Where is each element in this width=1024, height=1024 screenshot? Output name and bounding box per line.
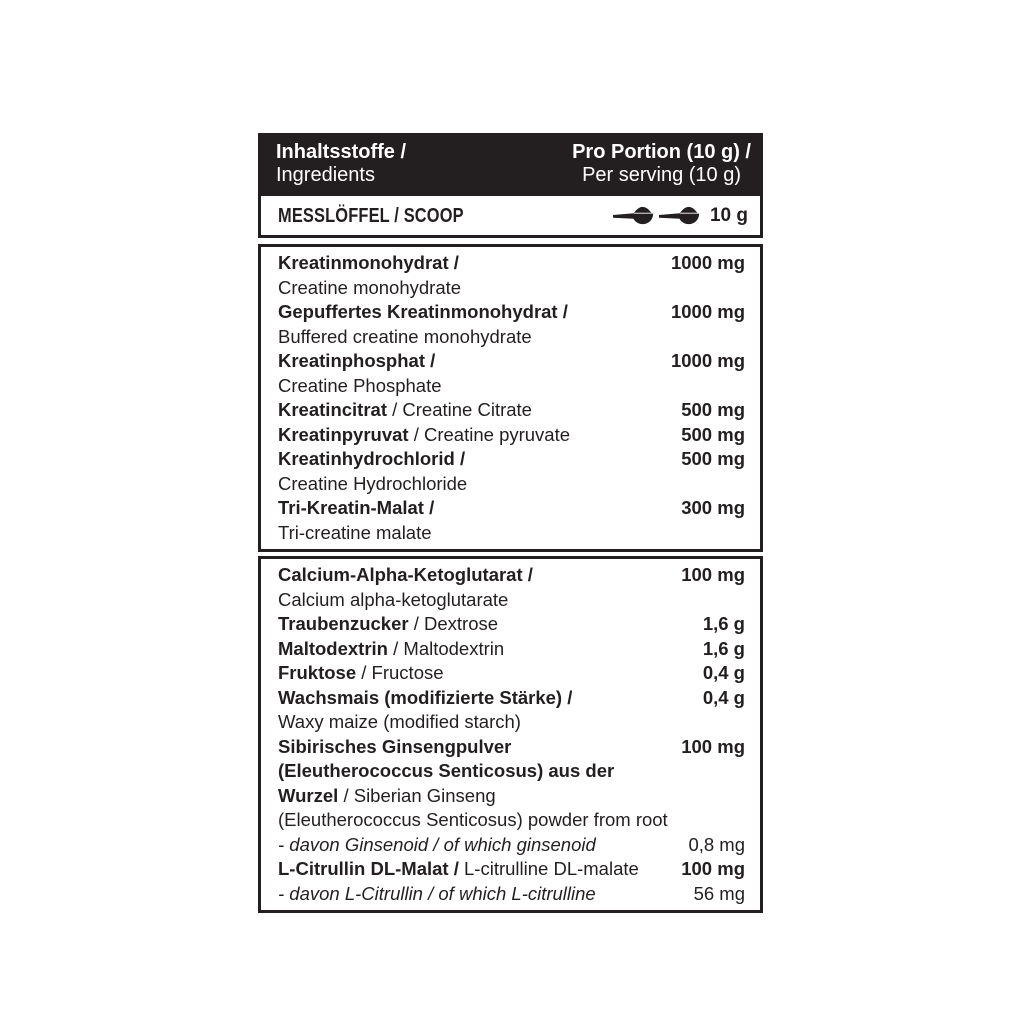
ingredient-amount: 100 mg [681,858,745,879]
ingredient-amount: 1000 mg [670,252,745,273]
ingredient-amount: 0,4 g [702,686,745,708]
ingredient-name: Tri-Kreatin-Malat / Tri-creatine malate [278,497,435,543]
ingredient-row [278,496,745,545]
header-serving-en: Per serving (10 g) [582,164,742,186]
ingredient-amount: 1,6 g [702,637,745,659]
ingredient-amount: 1,6 g [702,613,745,634]
header-title [276,141,406,187]
ingredient-row [278,857,745,882]
ingredient-row [278,661,745,686]
ingredient-amount: 1000 mg [670,301,745,322]
scoop-amount: 10 g [709,204,748,226]
ingredients-panel [258,133,763,913]
ingredient-row [278,882,745,907]
header-serving [572,141,751,187]
ingredient-name: - davon Ginsenoid / of which ginsenoid [278,833,596,855]
ingredient-name: L-Citrullin DL-Malat / L-citrulline DL-malate [278,858,639,879]
ingredient-amount: 100 mg [681,735,745,757]
other-ingredients-section [258,556,763,913]
ingredient-name: Kreatinhydrochlorid / Creatine Hydrochloride [278,448,468,494]
ingredient-row [278,447,745,496]
ingredient-amount: 500 mg [681,399,745,420]
scoop-row [258,193,763,238]
header-bar [258,133,763,193]
ingredient-name: Traubenzucker / Dextrose [278,613,499,634]
ingredient-name: - davon L-Citrullin / of which L-citrulline [278,882,596,904]
creatine-section [258,244,763,552]
ingredient-name: Gepuffertes Kreatinmonohydrat / Buffered creatine monohydrate [278,301,568,347]
ingredient-row [278,735,745,833]
scoop-row-label: MESSLÖFFEL / SCOOP [278,203,464,227]
ingredient-name: Wachsmais (modifizierte Stärke) / Waxy maize (modified starch) [278,686,573,732]
ingredient-name: Maltodextrin / Maltodextrin [278,637,505,659]
ingredient-name: Kreatincitrat / Creatine Citrate [278,399,532,420]
ingredient-row [278,300,745,349]
scoop-icon [659,203,701,228]
header-title-de: Inhaltsstoffe / [276,141,407,163]
scoop-icon [613,203,655,228]
ingredient-row [278,833,745,858]
ingredient-row [278,398,745,423]
ingredient-row [278,251,745,300]
ingredient-row [278,563,745,612]
ingredient-row [278,423,745,448]
ingredient-amount: 300 mg [681,497,745,518]
ingredient-row [278,637,745,662]
ingredient-name: Kreatinmonohydrat / Creatine monohydrate [278,252,462,298]
scoop-row-value-group [613,203,748,228]
ingredient-name: Sibirisches Ginsengpulver (Eleutherococcus Senticosus) aus der Wurzel / Siberian Ginseng (Eleutherococcus Senticosus) powder from root [278,735,668,830]
ingredient-name: Calcium-Alpha-Ketoglutarat / Calcium alpha-ketoglutarate [278,564,533,610]
ingredient-amount: 1000 mg [670,350,745,371]
ingredient-amount: 500 mg [681,448,745,469]
ingredient-amount: 56 mg [693,882,745,904]
ingredient-row [278,686,745,735]
header-title-en: Ingredients [276,164,375,186]
ingredient-amount: 100 mg [681,564,745,585]
ingredient-name: Kreatinphosphat / Creatine Phosphate [278,350,442,396]
ingredient-name: Fruktose / Fructose [278,662,444,683]
ingredient-name: Kreatinpyruvat / Creatine pyruvate [278,423,571,445]
ingredient-amount: 500 mg [681,423,745,445]
ingredient-row [278,612,745,637]
ingredient-row [278,349,745,398]
ingredient-amount: 0,8 mg [688,833,745,855]
ingredient-amount: 0,4 g [702,662,745,683]
header-serving-de: Pro Portion (10 g) / [572,141,751,163]
